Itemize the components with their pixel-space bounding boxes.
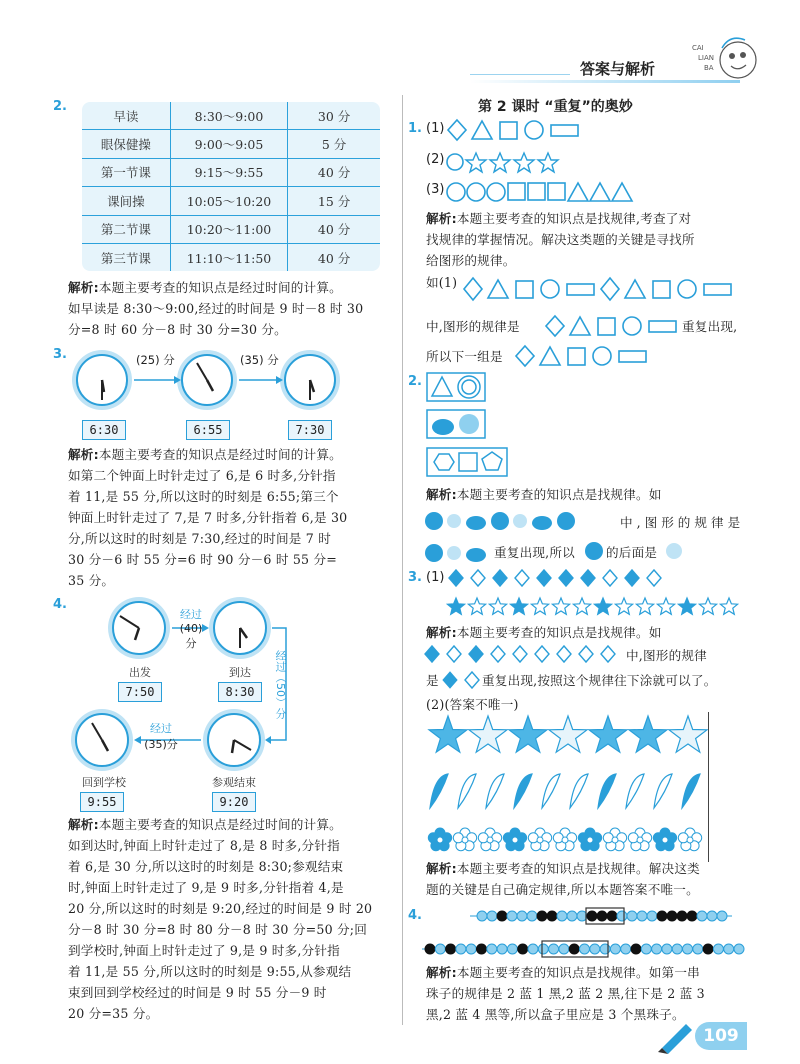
bead-string-1	[470, 904, 740, 928]
black-bead-icon	[657, 911, 667, 921]
table-cell: 眼保健操	[81, 130, 170, 159]
hexagon-icon	[434, 454, 454, 470]
r-q3-analysis	[426, 622, 756, 643]
blue-bead-icon	[507, 944, 517, 954]
part-label: (1)	[426, 570, 445, 585]
blue-bead-icon	[641, 944, 651, 954]
circle-icon	[678, 280, 696, 298]
starfish-row	[426, 714, 716, 758]
table-row	[81, 187, 381, 216]
rectangle-icon	[567, 284, 594, 295]
clock-icon	[108, 597, 170, 659]
analysis-line: 本题主要考查的知识点是找规律。如	[456, 487, 662, 502]
blue-bead-icon	[466, 944, 476, 954]
part-label: (3)	[426, 182, 445, 197]
diamond-icon	[601, 278, 619, 300]
analysis-line: 30 分－6 时 55 分=6 时 90 分－6 时 55 分=	[68, 552, 338, 567]
flower-icon	[653, 828, 676, 851]
square-icon	[516, 281, 533, 298]
time-box: 7:30	[288, 420, 332, 440]
q2-analysis	[68, 277, 398, 340]
star-icon	[510, 598, 527, 614]
triangle-icon	[488, 280, 508, 298]
analysis-line: 题的关键是自己确定规律,所以本题答案不唯一。	[426, 882, 699, 897]
q3-analysis	[68, 444, 398, 591]
blue-bead-icon	[580, 944, 590, 954]
arrow-label: 经过 (35)分	[144, 722, 178, 751]
time-box: 9:20	[212, 792, 256, 812]
arrow-label: 经过 (40)分	[179, 608, 203, 650]
analysis-line: 本题主要考查的知识点是经过时间的计算。	[98, 447, 342, 462]
black-bead-icon	[587, 911, 597, 921]
starfish-icon	[589, 716, 627, 752]
circle-icon	[623, 317, 641, 335]
blue-bead-icon	[672, 944, 682, 954]
diamond-icon	[603, 570, 617, 586]
analysis-line: 如到达时,钟面上时针走过了 8,是 8 时多,分针指	[68, 838, 340, 853]
analysis-label: 解析:	[426, 861, 457, 876]
time-box: 9:55	[80, 792, 124, 812]
triangle-icon	[472, 121, 492, 139]
analysis-line: 分－8 时 30 分=8 时 80 分－8 时 30 分=50 分;回	[68, 922, 368, 937]
analysis-line: 中,图形的规律是	[620, 515, 745, 530]
analysis-line: 本题主要考查的知识点是经过时间的计算。	[98, 280, 342, 295]
black-bead-icon	[597, 911, 607, 921]
svg-text:CAI: CAI	[692, 44, 704, 52]
part-label: (2)(答案不唯一)	[426, 697, 519, 712]
flower-icon	[678, 828, 701, 851]
analysis-line: 着 6,是 30 分,所以这时的时刻是 8:30;参观结束	[68, 859, 344, 874]
flower-icon	[603, 828, 626, 851]
table-row	[81, 244, 381, 273]
table-cell: 第一节课	[81, 158, 170, 187]
star-icon	[699, 598, 716, 614]
star-icon	[531, 598, 548, 614]
analysis-line: 给图形的规律。	[426, 253, 516, 268]
diamond-icon	[464, 278, 482, 300]
time-box: 6:30	[82, 420, 126, 440]
shell-icon	[542, 774, 560, 808]
diamond-example-row	[424, 644, 624, 664]
clock-icon	[72, 350, 132, 410]
diamond-icon	[449, 570, 463, 586]
q4-analysis	[68, 814, 398, 1024]
star-icon	[538, 153, 558, 172]
circle-icon	[447, 154, 463, 170]
part-label: (2)	[426, 152, 445, 167]
shell-icon	[514, 774, 532, 808]
circle-icon	[525, 121, 543, 139]
question-number: 1.	[408, 121, 422, 136]
pencil-icon	[656, 1018, 696, 1054]
shape-row-3	[446, 180, 646, 204]
circle-icon	[593, 347, 611, 365]
header-rule-thin	[470, 74, 570, 75]
analysis-line: 如第二个钟面上时针走过了 6,是 6 时多,分针指	[68, 468, 336, 483]
starfish-icon	[429, 716, 467, 752]
rectangle-icon	[704, 284, 731, 295]
clock-label: 回到学校	[82, 776, 126, 789]
table-cell: 8:30～9:00	[170, 101, 287, 130]
square-icon	[548, 183, 565, 200]
arrow-label: (35) 分	[240, 353, 279, 367]
question-number: 4.	[408, 908, 422, 923]
analysis-line: 本题主要考查的知识点是找规律。如第一串	[456, 965, 700, 980]
analysis-label: 解析:	[426, 211, 457, 226]
schedule-table	[80, 100, 382, 273]
clock-icon	[203, 709, 265, 771]
question-number: 2.	[408, 374, 422, 389]
starfish-icon	[669, 716, 707, 752]
table-cell: 15 分	[288, 187, 381, 216]
table-cell: 早读	[81, 101, 170, 130]
fruit-row-icon	[424, 508, 600, 532]
fruit-icon	[432, 419, 454, 435]
blue-bead-icon	[487, 911, 497, 921]
analysis-line: 本题主要考查的知识点是找规律。如	[456, 625, 662, 640]
rectangle-icon	[551, 125, 578, 136]
table-cell: 30 分	[288, 101, 381, 130]
clock-icon	[209, 597, 271, 659]
square-icon	[528, 183, 545, 200]
flower-row	[426, 822, 716, 858]
r-q3-analysis-2	[426, 858, 756, 900]
black-bead-icon	[631, 944, 641, 954]
r-q1-analysis	[426, 208, 756, 271]
star-icon	[490, 153, 510, 172]
shell-icon	[570, 774, 588, 808]
star-icon	[468, 598, 485, 614]
table-cell: 第二节课	[81, 215, 170, 244]
blue-bead-icon	[538, 944, 548, 954]
triangle-icon	[432, 377, 452, 396]
clock-icon	[177, 350, 237, 410]
clock-label: 到达	[229, 666, 251, 679]
analysis-line: 中,图形的规律	[626, 648, 707, 663]
blue-bead-icon	[477, 911, 487, 921]
flower-icon	[553, 828, 576, 851]
flower-icon	[478, 828, 501, 851]
example-label: 如(1)	[426, 275, 458, 290]
r-q2-analysis	[426, 484, 756, 505]
diamond-pair-icon	[442, 670, 482, 690]
black-bead-icon	[687, 911, 697, 921]
pentagon-icon	[482, 452, 502, 470]
analysis-line: 20 分=35 分。	[68, 1006, 159, 1021]
flower-icon	[628, 828, 651, 851]
black-bead-icon	[537, 911, 547, 921]
blue-bead-icon	[567, 911, 577, 921]
diamond-icon	[581, 570, 595, 586]
diamond-icon	[559, 570, 573, 586]
diamond-icon	[471, 570, 485, 586]
star-icon	[594, 598, 611, 614]
section-title: 第 2 课时 “重复”的奥妙	[478, 99, 633, 115]
shape-row-2	[446, 150, 576, 174]
blue-bead-icon	[487, 944, 497, 954]
analysis-line: 珠子的规律是 2 蓝 1 黑,2 蓝 2 黑,往下是 2 蓝 3	[426, 986, 705, 1001]
blue-bead-icon	[557, 911, 567, 921]
blue-bead-icon	[697, 911, 707, 921]
starfish-icon	[549, 716, 587, 752]
diamond-icon	[647, 570, 661, 586]
rectangle-icon	[649, 321, 676, 332]
triangle-icon	[612, 183, 632, 201]
flower-icon	[503, 828, 526, 851]
star-icon	[657, 598, 674, 614]
table-row	[81, 130, 381, 159]
starfish-icon	[469, 716, 507, 752]
diamond-icon	[448, 120, 466, 140]
analysis-label: 解析:	[426, 965, 457, 980]
table-cell: 9:15～9:55	[170, 158, 287, 187]
shell-icon	[626, 774, 644, 808]
circle-icon	[467, 183, 485, 201]
table-cell: 11:10～11:50	[170, 244, 287, 273]
shell-icon	[598, 774, 616, 808]
analysis-line: 20 分,所以这时的时刻是 9:20,经过的时间是 9 时 20	[68, 901, 373, 916]
flower-icon	[578, 828, 601, 851]
analysis-label: 解析:	[68, 447, 99, 462]
column-divider	[402, 95, 403, 1025]
blue-bead-icon	[707, 911, 717, 921]
starfish-icon	[509, 716, 547, 752]
table-cell: 10:05～10:20	[170, 187, 287, 216]
analysis-line: 本题主要考查的知识点是找规律,考查了对	[456, 211, 692, 226]
square-icon	[598, 318, 615, 335]
table-cell: 40 分	[288, 244, 381, 273]
analysis-line: 重复出现,	[682, 319, 738, 334]
diamond-pattern-row	[448, 568, 678, 588]
blue-bead-icon	[527, 911, 537, 921]
blue-bead-icon	[734, 944, 744, 954]
blue-bead-icon	[610, 944, 620, 954]
blue-bead-icon	[590, 944, 600, 954]
diamond-icon	[493, 570, 507, 586]
blue-bead-icon	[627, 911, 637, 921]
analysis-line: 是	[426, 673, 439, 688]
table-row	[81, 101, 381, 130]
blue-bead-icon	[528, 944, 538, 954]
analysis-line: 分=8 时 60 分－8 时 30 分=30 分。	[68, 322, 287, 337]
triangle-icon	[625, 280, 645, 298]
star-icon	[447, 598, 464, 614]
black-bead-icon	[425, 944, 435, 954]
circle-icon	[447, 183, 465, 201]
flower-icon	[528, 828, 551, 851]
square-icon	[568, 348, 585, 365]
time-box: 6:55	[186, 420, 230, 440]
blue-bead-icon	[683, 944, 693, 954]
analysis-line: 时,钟面上时针走过了 9,是 9 时多,分针指着 4,是	[68, 880, 344, 895]
star-icon	[552, 598, 569, 614]
blue-bead-icon	[507, 911, 517, 921]
square-icon	[653, 281, 670, 298]
table-cell: 40 分	[288, 215, 381, 244]
analysis-line: 本题主要考查的知识点是经过时间的计算。	[98, 817, 342, 832]
analysis-line: 分,所以这时的时刻是 7:30,经过的时间是 7 时	[68, 531, 332, 546]
rectangle-icon	[619, 351, 646, 362]
analysis-label: 解析:	[68, 817, 99, 832]
shape-row-1	[446, 118, 586, 142]
flower-icon	[453, 828, 476, 851]
shell-row	[426, 772, 716, 812]
page-number: 109	[695, 1022, 747, 1050]
bead-string-2	[422, 938, 752, 960]
shell-icon	[430, 774, 448, 808]
table-row	[81, 215, 381, 244]
star-icon	[514, 153, 534, 172]
arrow-label: (25) 分	[136, 353, 175, 367]
blue-bead-icon	[647, 911, 657, 921]
star-icon	[573, 598, 590, 614]
analysis-line: 中,图形的规律是	[426, 319, 520, 334]
analysis-line: 所以下一组是	[426, 349, 503, 364]
analysis-line: 重复出现,所以	[494, 545, 575, 560]
table-cell: 5 分	[288, 130, 381, 159]
blue-bead-icon	[717, 911, 727, 921]
analysis-line: 的后面是	[606, 545, 658, 560]
fruit-icon	[584, 541, 604, 561]
time-box: 8:30	[218, 682, 262, 702]
analysis-label: 解析:	[426, 625, 457, 640]
table-cell: 40 分	[288, 158, 381, 187]
q3-clocks-figure	[66, 346, 356, 416]
svg-text:BA: BA	[704, 64, 714, 72]
cartoon-logo-icon	[690, 28, 760, 88]
blue-bead-icon	[652, 944, 662, 954]
diamond-icon	[537, 570, 551, 586]
analysis-line: 黑,2 蓝 4 黑等,所以盒子里应是 3 个黑珠子。	[426, 1007, 685, 1022]
analysis-line: 着 11,是 55 分,所以这时的时刻是 6:55;第三个	[68, 489, 339, 504]
blue-bead-icon	[693, 944, 703, 954]
star-icon	[720, 598, 737, 614]
r-q4-analysis	[426, 962, 756, 1025]
cross-shape-icon	[459, 453, 477, 471]
shell-icon	[486, 774, 504, 808]
shape-row-pattern	[544, 314, 682, 338]
triangle-icon	[570, 317, 590, 335]
star-pattern-row	[446, 596, 746, 618]
black-bead-icon	[667, 911, 677, 921]
table-cell: 10:20～11:00	[170, 215, 287, 244]
analysis-line: 重复出现,按照这个规律往下涂就可以了。	[482, 673, 717, 688]
blue-bead-icon	[621, 944, 631, 954]
star-icon	[466, 153, 486, 172]
blue-bead-icon	[517, 911, 527, 921]
black-bead-icon	[677, 911, 687, 921]
shape-row-answer	[514, 344, 652, 368]
blue-bead-icon	[724, 944, 734, 954]
square-icon	[508, 183, 525, 200]
analysis-line: 找规律的掌握情况。解决这类题的关键是寻找所	[426, 232, 695, 247]
triangle-icon	[590, 183, 610, 201]
shape-row-example	[462, 276, 742, 302]
fruit-group-icon	[424, 540, 494, 564]
arrow-label: 经过（50）分	[274, 650, 287, 719]
blue-bead-icon	[617, 911, 627, 921]
flower-icon	[428, 828, 451, 851]
analysis-line: 钟面上时针走过了 7,是 7 时多,分针指着 6,是 30	[68, 510, 348, 525]
analysis-line: 着 11,是 55 分,所以这时的时刻是 9:55,从参观结	[68, 964, 352, 979]
star-icon	[489, 598, 506, 614]
table-row	[81, 158, 381, 187]
black-bead-icon	[703, 944, 713, 954]
shell-icon	[654, 774, 672, 808]
row-divider	[708, 712, 709, 862]
analysis-line: 本题主要考查的知识点是找规律。解决这类	[456, 861, 700, 876]
table-cell: 第三节课	[81, 244, 170, 273]
analysis-line: 到学校时,钟面上时针走过了 9,是 9 时多,分针指	[68, 943, 340, 958]
time-box: 7:50	[118, 682, 162, 702]
question-number: 4.	[53, 597, 67, 612]
question-number: 3.	[408, 570, 422, 585]
blue-bead-icon	[637, 911, 647, 921]
diamond-icon	[516, 346, 534, 366]
analysis-label: 解析:	[426, 487, 457, 502]
analysis-line: 35 分。	[68, 573, 115, 588]
black-bead-icon	[569, 944, 579, 954]
triangle-icon	[540, 347, 560, 365]
table-cell: 课间操	[81, 187, 170, 216]
clock-icon	[280, 350, 340, 410]
blue-bead-icon	[456, 944, 466, 954]
starfish-icon	[629, 716, 667, 752]
blue-bead-icon	[662, 944, 672, 954]
clock-label: 参观结束	[212, 776, 256, 789]
svg-text:LIAN: LIAN	[698, 54, 714, 62]
page-header-title: 答案与解析	[580, 60, 656, 78]
part-label: (1)	[426, 121, 445, 136]
shell-icon	[682, 774, 700, 808]
blue-bead-icon	[549, 944, 559, 954]
shell-icon	[458, 774, 476, 808]
black-bead-icon	[446, 944, 456, 954]
fruit-icon	[664, 541, 684, 561]
star-icon	[636, 598, 653, 614]
diamond-icon	[515, 570, 529, 586]
clock-label: 出发	[129, 666, 151, 679]
black-bead-icon	[547, 911, 557, 921]
circle-icon	[487, 183, 505, 201]
triangle-icon	[568, 183, 588, 201]
black-bead-icon	[518, 944, 528, 954]
diamond-icon	[546, 316, 564, 336]
blue-bead-icon	[559, 944, 569, 954]
question-number: 3.	[53, 347, 67, 362]
star-icon	[678, 598, 695, 614]
diamond-icon	[625, 570, 639, 586]
fruit-icon	[459, 414, 479, 434]
q2-figures	[426, 372, 526, 478]
blue-bead-icon	[713, 944, 723, 954]
question-number: 2.	[53, 99, 67, 114]
black-bead-icon	[497, 911, 507, 921]
black-bead-icon	[477, 944, 487, 954]
table-cell: 9:00～9:05	[170, 130, 287, 159]
circle-icon	[541, 280, 559, 298]
blue-bead-icon	[435, 944, 445, 954]
star-icon	[615, 598, 632, 614]
analysis-line: 如早读是 8:30～9:00,经过的时间是 9 时－8 时 30	[68, 301, 364, 316]
clock-icon	[71, 709, 133, 771]
blue-bead-icon	[497, 944, 507, 954]
analysis-label: 解析:	[68, 280, 99, 295]
square-icon	[500, 122, 517, 139]
analysis-line: 束到回到学校经过的时间是 9 时 55 分－9 时	[68, 985, 327, 1000]
black-bead-icon	[607, 911, 617, 921]
